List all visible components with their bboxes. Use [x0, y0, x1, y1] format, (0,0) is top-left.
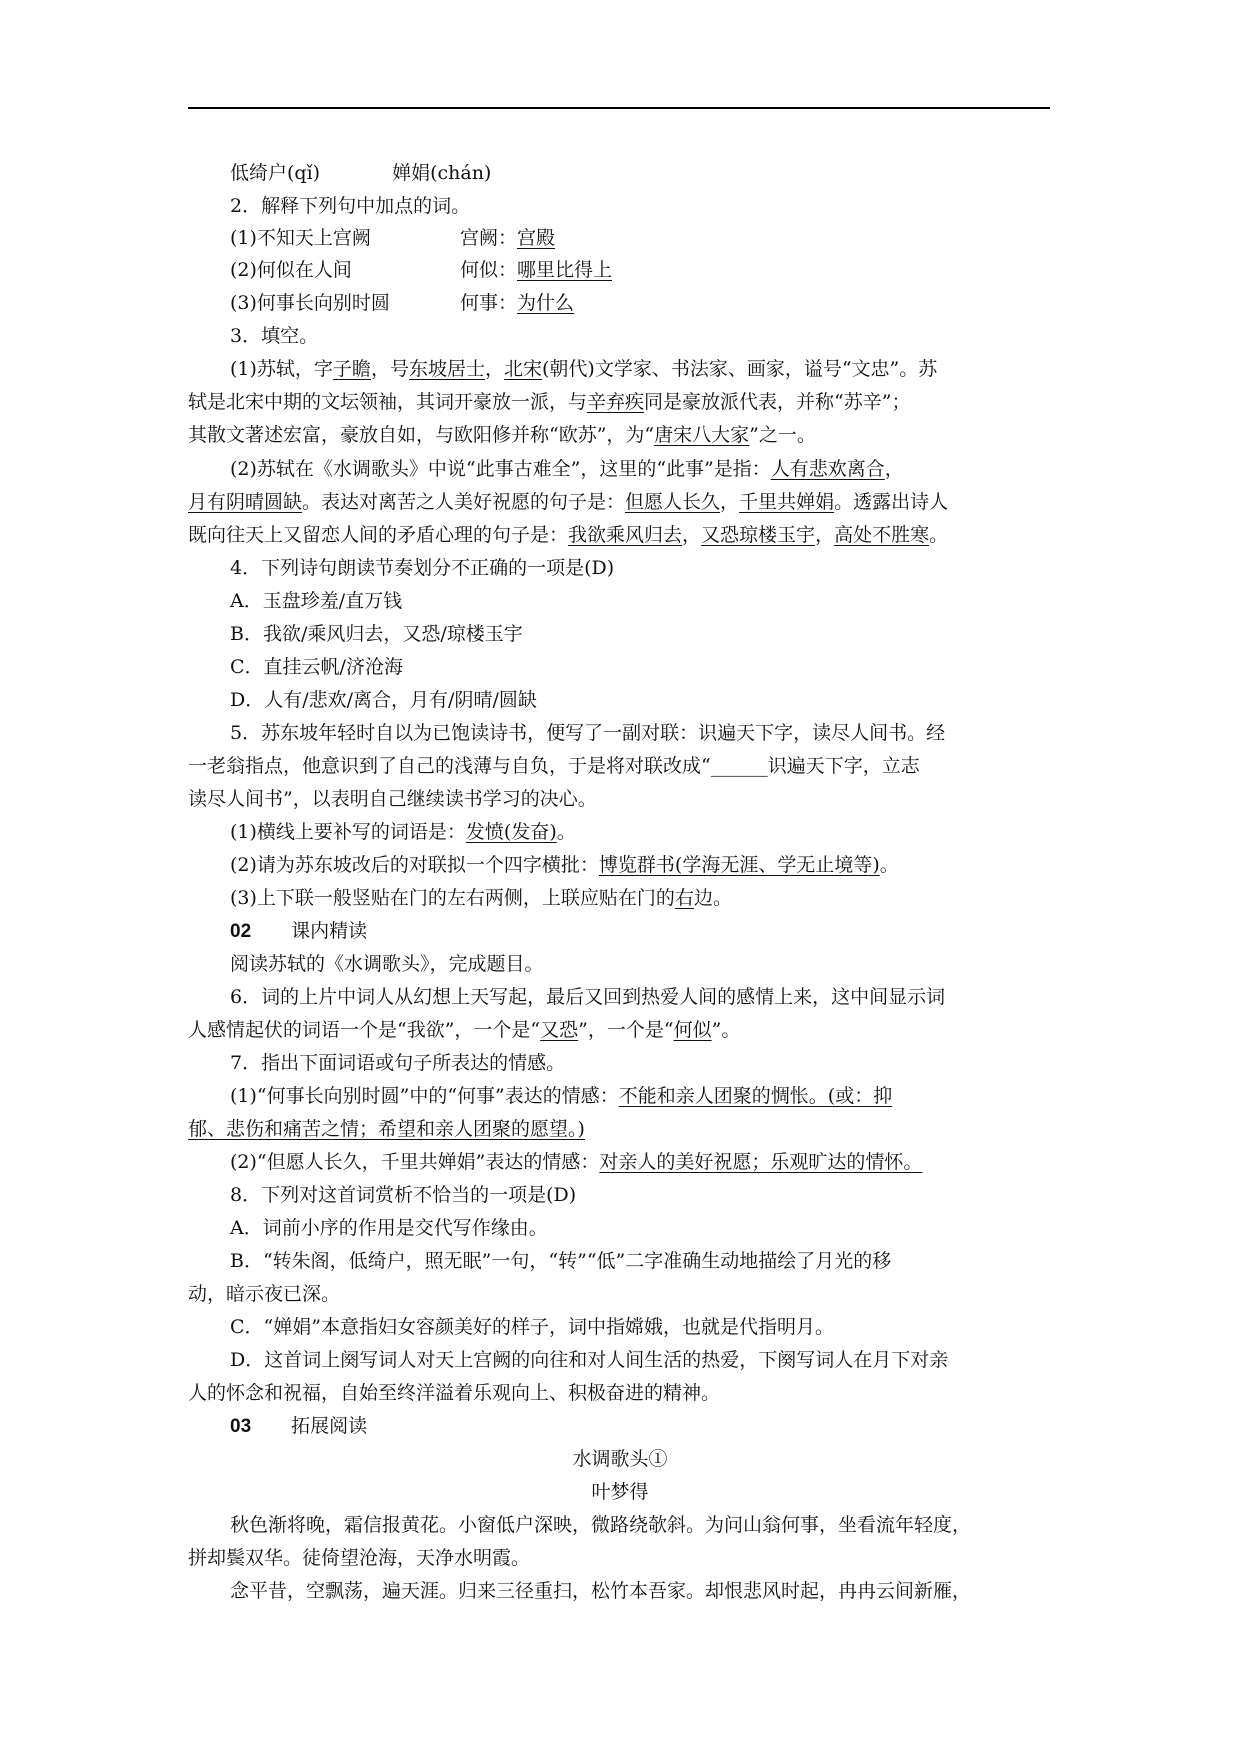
- answer-blank: 北宋: [503, 358, 542, 380]
- question-5-line: 读尽人间书”，以表明自己继续读书学习的决心。: [188, 788, 597, 810]
- text-segment: ，: [884, 458, 904, 480]
- text-segment: ，: [720, 491, 740, 513]
- q2-sentence: (1)不知天上宫阙: [230, 227, 371, 249]
- answer-blank: 高处不胜寒: [834, 524, 930, 546]
- q2-answer: 为什么: [517, 292, 575, 314]
- q2-answer: 哪里比得上: [517, 259, 613, 281]
- pinyin-item: 低绮户(qǐ): [230, 162, 321, 184]
- option-a: A．词前小序的作用是交代写作缘由。: [230, 1217, 548, 1239]
- question-8-title: 8．下列对这首词赏析不恰当的一项是(D): [230, 1184, 577, 1206]
- answer-blank: 郁、悲伤和痛苦之情；希望和亲人团聚的愿望。): [188, 1118, 585, 1140]
- question-6-line: 6．词的上片中词人从幻想上天写起，最后又回到热爱人间的感情上来，这中间显示词: [230, 986, 946, 1008]
- q2-answer-line: [460, 290, 574, 316]
- pinyin-line: [230, 160, 491, 186]
- poem-line: 念平昔，空飘荡，遍天涯。归来三径重扫，松竹本吾家。却恨悲风时起，冉冉云间新雁，: [230, 1580, 972, 1602]
- text-segment: 。表达对离苦之人美好祝愿的句子是：: [302, 491, 626, 513]
- text-segment: (1)“何事长向别时圆”中的“何事”表达的情感：: [230, 1085, 619, 1107]
- q3-paragraph-line: [230, 456, 904, 482]
- poem-title: 水调歌头①: [572, 1448, 668, 1470]
- text-segment: 其散文著述宏富，豪放自如，与欧阳修并称“欧苏”，为“: [188, 424, 655, 446]
- option-c: C．“婵娟”本意指妇女容颜美好的样子，词中指嫦娥，也就是代指明月。: [230, 1316, 834, 1338]
- q3-paragraph-line: [188, 522, 948, 548]
- header-rule: [188, 107, 1050, 109]
- option-d: D．人有/悲欢/离合，月有/阴晴/圆缺: [230, 689, 537, 711]
- text-segment: (2)苏轼在《水调歌头》中说“此事古难全”，这里的“此事”是指：: [230, 458, 771, 480]
- text-segment: (2)“但愿人长久，千里共婵娟”表达的情感：: [230, 1151, 600, 1173]
- text-segment: 人感情起伏的词语一个是“我欲”，一个是“: [188, 1019, 541, 1041]
- option-b: B．“转朱阁，低绮户，照无眠”一句，“转”“低”二字准确生动地描绘了月光的移: [230, 1250, 892, 1272]
- answer-blank: 何似: [673, 1019, 712, 1041]
- question-7-title: 7．指出下面词语或句子所表达的情感。: [230, 1052, 566, 1074]
- text-segment: ”。: [711, 1019, 741, 1041]
- question-3-title: 3．填空。: [230, 325, 319, 347]
- answer-blank: 我欲乘风归去: [568, 524, 683, 546]
- poem-line: 秋色渐将晚，霜信报黄花。小窗低户深映，微路绕欹斜。为问山翁何事，坐看流年轻度，: [230, 1514, 972, 1536]
- option-c: C．直挂云帆/济沧海: [230, 656, 403, 678]
- answer-blank: 不能和亲人团聚的惆怅。(或：抑: [618, 1085, 893, 1107]
- text-segment: (3)上下联一般竖贴在门的左右两侧，上联应贴在门的: [230, 887, 675, 909]
- q3-paragraph-line: [188, 489, 948, 515]
- q2-sentence: (3)何事长向别时圆: [230, 292, 390, 314]
- option-a: A．玉盘珍羞/直万钱: [230, 590, 403, 612]
- answer-blank: 博览群书(学海无涯、学无止境等): [598, 854, 880, 876]
- answer-blank: 又恐琼楼玉宇: [701, 524, 816, 546]
- q5-subquestion: [230, 885, 732, 911]
- q7-subquestion: [230, 1149, 922, 1175]
- section-title: 课内精读: [291, 920, 368, 942]
- question-5-line: 5．苏东坡年轻时自以为已饱读诗书，便写了一副对联：识遍天下字，读尽人间书。经: [230, 722, 946, 744]
- answer-blank: 子瞻: [332, 358, 371, 380]
- q2-answer-line: [460, 257, 612, 283]
- section-title: 拓展阅读: [291, 1415, 368, 1437]
- q5-subquestion: [230, 852, 899, 878]
- answer-blank: 人有悲欢离合: [770, 458, 885, 480]
- question-4-title: 4．下列诗句朗读节奏划分不正确的一项是(D): [230, 557, 615, 579]
- q2-answer-line: [460, 225, 555, 251]
- text-segment: 。: [879, 854, 899, 876]
- question-2-title: 2．解释下列句中加点的词。: [230, 195, 471, 217]
- answer-blank: 对亲人的美好祝愿；乐观旷达的情怀。: [599, 1151, 923, 1173]
- text-segment: (2)请为苏东坡改后的对联拟一个四字横批：: [230, 854, 599, 876]
- poem-author: 叶梦得: [591, 1481, 649, 1503]
- q5-subquestion: [230, 819, 576, 845]
- option-d-cont: 人的怀念和祝福，自始至终洋溢着乐观向上、积极奋进的精神。: [188, 1382, 721, 1404]
- answer-blank: 东坡居士: [408, 358, 485, 380]
- section-intro: 阅读苏轼的《水调歌头》，完成题目。: [230, 953, 544, 975]
- answer-blank: 千里共婵娟: [739, 491, 835, 513]
- poem-line: 拼却鬓双华。徒倚望沧海，天净水明霞。: [188, 1547, 531, 1569]
- answer-blank: 但愿人长久: [625, 491, 721, 513]
- q3-paragraph-line: [230, 356, 937, 382]
- q3-paragraph-line: [188, 422, 816, 448]
- text-segment: 边。: [693, 887, 732, 909]
- question-5-line: 一老翁指点，他意识到了自己的浅薄与自负，于是将对联改成“______识遍天下字，立志: [188, 755, 920, 777]
- section-number: 02: [230, 921, 252, 942]
- text-segment: 。: [929, 524, 949, 546]
- text-segment: ，: [815, 524, 835, 546]
- q2-word: 何事：: [460, 292, 518, 314]
- text-segment: 。透露出诗人: [834, 491, 949, 513]
- q3-paragraph-line: [188, 389, 910, 415]
- option-b-cont: 动，暗示夜已深。: [188, 1283, 341, 1305]
- q7-subquestion: [188, 1116, 585, 1142]
- option-d: D．这首词上阕写词人对天上宫阙的向往和对人间生活的热爱，下阕写词人在月下对亲: [230, 1349, 949, 1371]
- section-heading: [230, 1413, 367, 1439]
- text-segment: (1)横线上要补写的词语是：: [230, 821, 466, 843]
- text-segment: ”，一个是“: [578, 1019, 674, 1041]
- text-segment: 轼是北宋中期的文坛领袖，其词开豪放一派，与: [188, 391, 588, 413]
- q2-answer: 宫殿: [517, 227, 556, 249]
- text-segment: 同是豪放派代表，并称“苏辛”；: [644, 391, 911, 413]
- text-segment: ，: [484, 358, 504, 380]
- option-b: B．我欲/乘风归去，又恐/琼楼玉宇: [230, 623, 523, 645]
- question-6-line: [188, 1017, 740, 1043]
- text-segment: ”之一。: [749, 424, 816, 446]
- pinyin-item: 婵娟(chán): [392, 162, 492, 184]
- answer-blank: 唐宋八大家: [654, 424, 750, 446]
- q7-subquestion: [230, 1083, 892, 1109]
- text-segment: 既向往天上又留恋人间的矛盾心理的句子是：: [188, 524, 569, 546]
- text-segment: (朝代)文学家、书法家、画家，谥号“文忠”。苏: [542, 358, 938, 380]
- answer-blank: 右: [674, 887, 694, 909]
- q2-sentence: (2)何似在人间: [230, 259, 352, 281]
- answer-blank: 月有阴晴圆缺: [188, 491, 303, 513]
- answer-blank: 辛弃疾: [587, 391, 645, 413]
- text-segment: ，: [682, 524, 702, 546]
- text-segment: ，号: [370, 358, 409, 380]
- q2-word: 宫阙：: [460, 227, 518, 249]
- section-heading: [230, 918, 367, 944]
- answer-blank: 又恐: [540, 1019, 579, 1041]
- text-segment: (1)苏轼，字: [230, 358, 333, 380]
- section-number: 03: [230, 1416, 252, 1437]
- text-segment: 。: [556, 821, 576, 843]
- q2-word: 何似：: [460, 259, 518, 281]
- answer-blank: 发愤(发奋): [465, 821, 557, 843]
